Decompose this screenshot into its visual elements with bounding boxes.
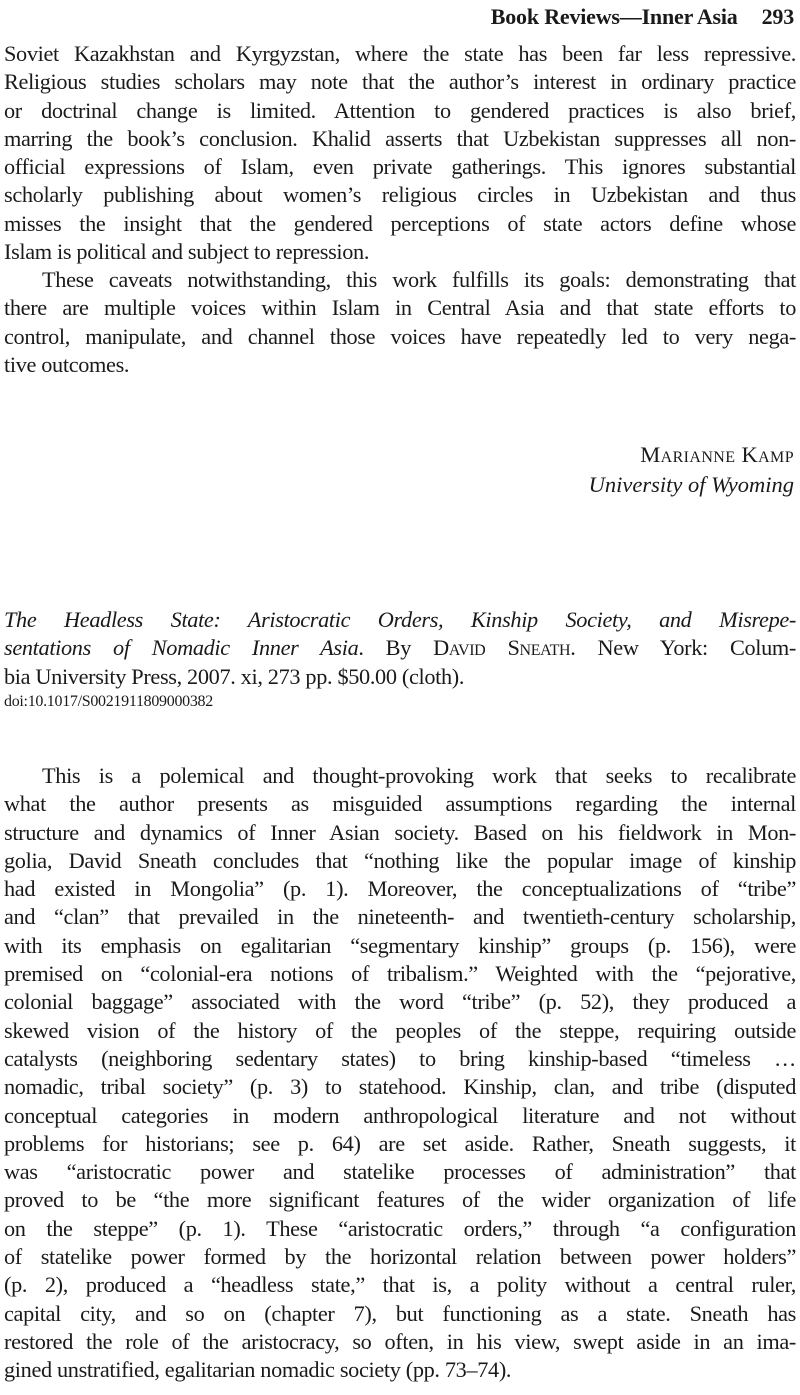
text-line: there are multiple voices within Islam in Central Asia and that state efforts to xyxy=(4,295,796,321)
text-line: marring the book’s conclusion. Khalid asserts that Uzbekistan suppresses all non- xyxy=(4,125,796,151)
text-line: Soviet Kazakhstan and Kyrgyzstan, where the state has been far less repressive. xyxy=(4,41,796,66)
text-line: control, manipulate, and channel those voices have repeatedly led to very nega- xyxy=(4,323,796,349)
review2-paragraph-1 xyxy=(4,762,796,1385)
text-line: had existed in Mongolia” (p. 1). Moreover, the conceptualizations of “tribe” xyxy=(4,876,796,902)
publication-details: bia University Press, 2007. xi, 273 pp. $50.00 (cloth). xyxy=(4,663,465,689)
text-line: (p. 2), produced a “headless state,” that is, a polity without a central ruler, xyxy=(4,1272,796,1298)
text-line: and “clan” that prevailed in the nineteenth- and twentieth-century scholarship, xyxy=(4,904,796,930)
citation-line: sentations of Nomadic Inner Asia. By David Sneath. New York: Colum- xyxy=(4,635,796,661)
book-citation xyxy=(4,606,796,713)
text-line: with its emphasis on egalitarian “segmentary kinship” groups (p. 156), were xyxy=(4,932,796,958)
text-line: colonial baggage” associated with the word “tribe” (p. 52), they produced a xyxy=(4,989,796,1015)
text-line: structure and dynamics of Inner Asian society. Based on his fieldwork in Mon- xyxy=(4,819,796,845)
text-line: what the author presents as misguided assumptions regarding the internal xyxy=(4,791,796,817)
text-line: skewed vision of the history of the peoples of the steppe, requiring outside xyxy=(4,1017,796,1043)
text-line: nomadic, tribal society” (p. 3) to statehood. Kinship, clan, and tribe (disputed xyxy=(4,1074,796,1100)
text-line: capital city, and so on (chapter 7), but functioning as a state. Sneath has xyxy=(4,1300,796,1326)
text-line: tive outcomes. xyxy=(4,351,130,377)
page-number: 293 xyxy=(761,4,794,29)
reviewer-affiliation: University of Wyoming xyxy=(588,472,794,497)
text-line: was “aristocratic power and statelike processes of administration” that xyxy=(4,1159,796,1185)
text-line: scholarly publishing about women’s religious circles in Uzbekistan and thus xyxy=(4,182,796,208)
text-line: official expressions of Islam, even private gatherings. This ignores substantial xyxy=(4,154,796,180)
reviewer-name: Marianne Kamp xyxy=(640,442,794,467)
text-line: on the steppe” (p. 1). These “aristocratic orders,” through “a configuration xyxy=(4,1215,796,1241)
text-line: restored the role of the aristocracy, so often, in his view, swept aside in an ima- xyxy=(4,1328,796,1354)
text-line: gined unstratified, egalitarian nomadic society (pp. 73–74). xyxy=(4,1357,512,1383)
text-line: conceptual categories in modern anthropological literature and not without xyxy=(4,1102,796,1128)
running-head-title: Book Reviews—Inner Asia xyxy=(490,4,738,29)
text-line: These caveats notwithstanding, this work fulfills its goals: demonstrating that xyxy=(42,267,796,292)
book-title: sentations of Nomadic Inner Asia xyxy=(4,635,359,661)
publisher-info: . New York: Colum- xyxy=(570,635,796,661)
text-line: misses the insight that the gendered perceptions of state actors define whose xyxy=(4,210,796,236)
text-line: proved to be “the more significant features of the wider organization of life xyxy=(4,1187,796,1213)
book-author: David Sneath xyxy=(433,635,571,661)
review1-paragraph-2 xyxy=(4,266,796,379)
text-line: Islam is political and subject to repression. xyxy=(4,239,370,265)
text-line: of statelike power formed by the horizontal relation between power holders” xyxy=(4,1244,796,1270)
text-line: problems for historians; see p. 64) are set aside. Rather, Sneath suggests, it xyxy=(4,1130,796,1156)
text-line: premised on “colonial-era notions of tribalism.” Weighted with the “pejorative, xyxy=(4,961,796,987)
running-head xyxy=(491,0,794,34)
text-line: This is a polemical and thought-provoking work that seeks to recalibrate xyxy=(42,763,796,788)
text-line: golia, David Sneath concludes that “nothing like the popular image of kinship xyxy=(4,847,796,873)
reviewer-signature xyxy=(589,440,794,500)
text-line: or doctrinal change is limited. Attention to gendered practices is also brief, xyxy=(4,97,796,123)
text-line: catalysts (neighboring sedentary states) to bring kinship-based “timeless … xyxy=(4,1045,796,1071)
review1-paragraph-1 xyxy=(4,40,796,266)
doi-link[interactable]: doi:10.1017/S0021911809000382 xyxy=(4,692,213,710)
text-line: Religious studies scholars may note that the author’s interest in ordinary practice xyxy=(4,69,796,95)
book-title-line: The Headless State: Aristocratic Orders, Kinship Society, and Misrepe- xyxy=(4,607,796,632)
